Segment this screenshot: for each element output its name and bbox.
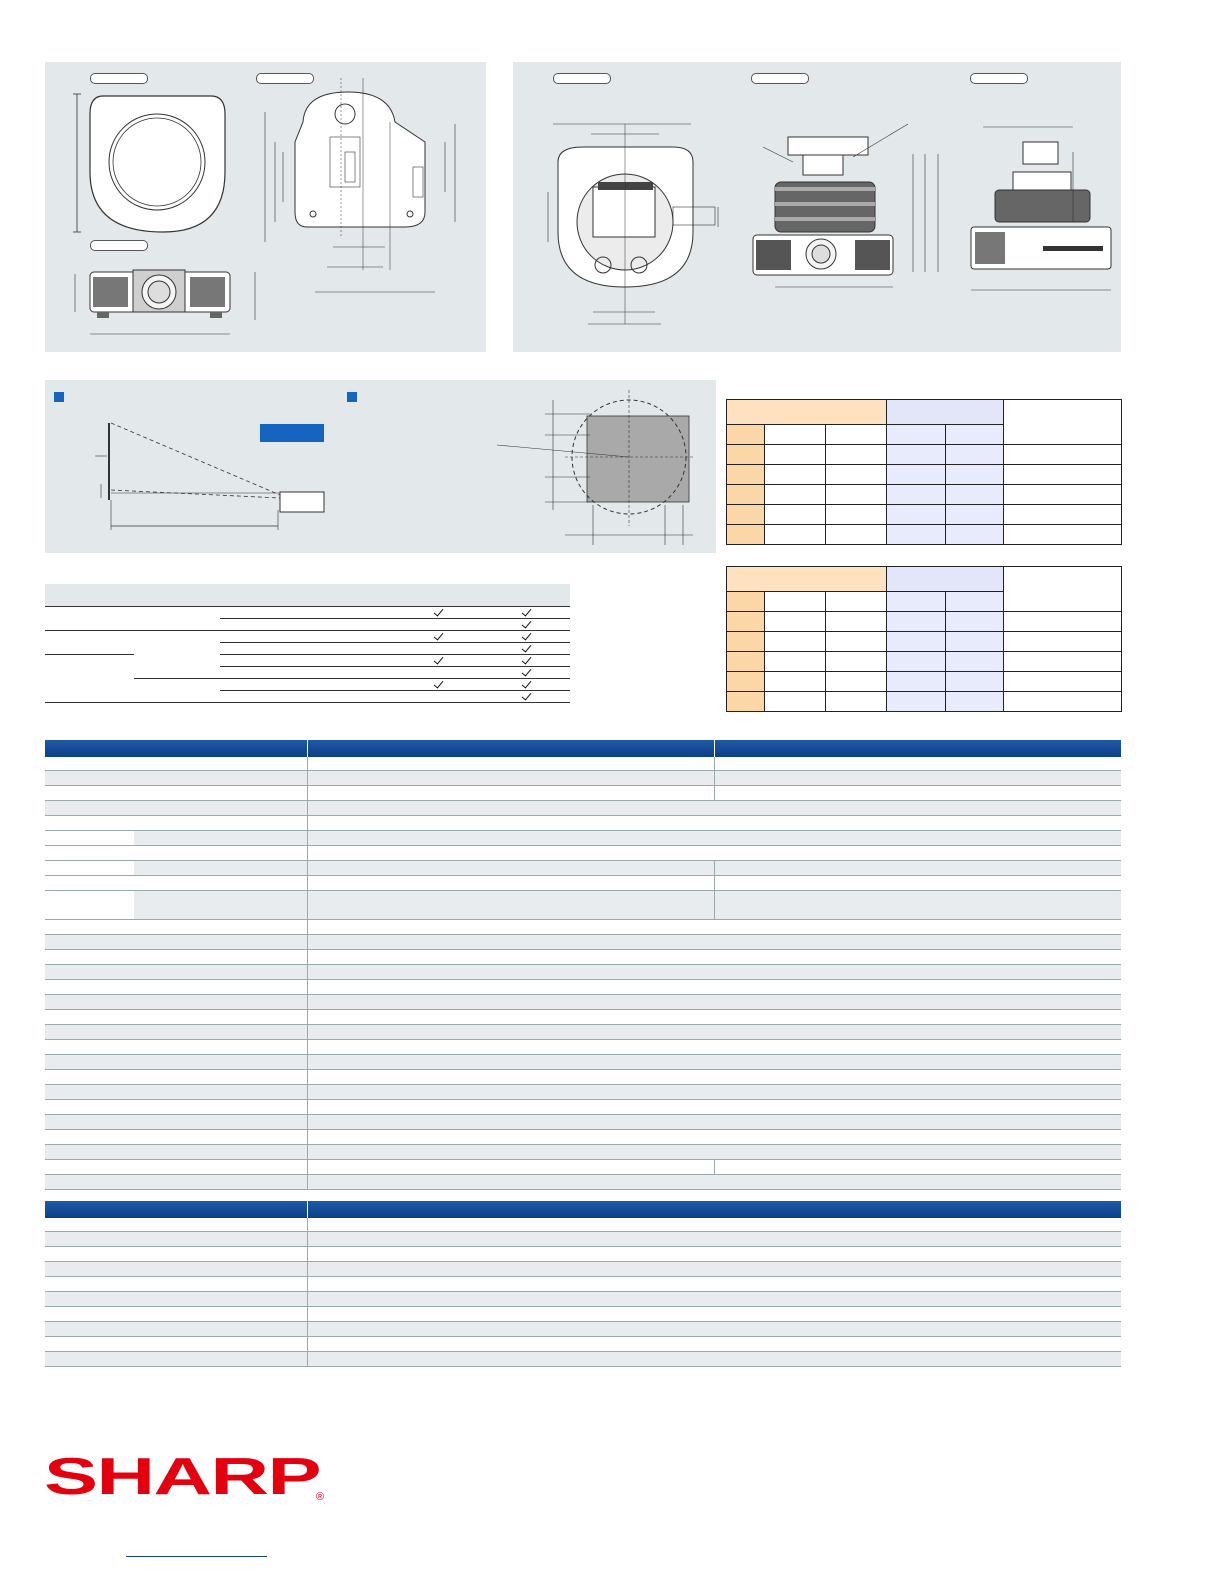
spec-row bbox=[45, 950, 1121, 965]
spec-row bbox=[45, 1292, 1121, 1307]
spec-row bbox=[45, 891, 1121, 920]
spec-row bbox=[45, 1085, 1121, 1100]
spec-row bbox=[45, 1055, 1121, 1070]
spec-row bbox=[45, 757, 1121, 771]
spec-table-header bbox=[45, 740, 1121, 757]
spec-row bbox=[45, 831, 1121, 846]
spec-row bbox=[45, 1262, 1121, 1277]
sharp-logo bbox=[44, 1452, 334, 1502]
spec-row bbox=[45, 1100, 1121, 1115]
check-icon bbox=[521, 618, 531, 628]
mount-side-view bbox=[753, 124, 938, 287]
ceiling-mount-dimension-drawings bbox=[513, 62, 1121, 352]
check-icon bbox=[434, 630, 444, 640]
check-icon bbox=[521, 630, 531, 640]
compatibility-table bbox=[45, 584, 570, 703]
dimensions-panel-right bbox=[513, 62, 1121, 352]
mount-front-view bbox=[971, 127, 1111, 290]
spec-row bbox=[45, 1115, 1121, 1130]
spec-row bbox=[45, 1322, 1121, 1337]
spec-row bbox=[45, 816, 1121, 831]
footer-link-underline bbox=[126, 1556, 267, 1557]
spec-row bbox=[45, 801, 1121, 816]
spec-row bbox=[45, 980, 1121, 995]
check-icon bbox=[521, 606, 531, 616]
optional-accessories-table bbox=[45, 1201, 1121, 1367]
spec-row bbox=[45, 1247, 1121, 1262]
check-icon bbox=[434, 678, 444, 688]
spec-row bbox=[45, 1218, 1121, 1232]
spec-row bbox=[45, 771, 1121, 786]
specifications-table bbox=[45, 740, 1121, 1190]
throw-distance-panel bbox=[45, 380, 716, 553]
check-icon bbox=[434, 654, 444, 664]
spec-row bbox=[45, 1040, 1121, 1055]
check-icon bbox=[434, 606, 444, 616]
spec-row bbox=[45, 1352, 1121, 1367]
accessories-table-header bbox=[45, 1201, 1121, 1218]
projector-dimension-drawings bbox=[45, 62, 486, 352]
spec-row bbox=[45, 1175, 1121, 1190]
spec-row bbox=[45, 876, 1121, 891]
spec-row bbox=[45, 1337, 1121, 1352]
spec-row bbox=[45, 846, 1121, 861]
spec-row bbox=[45, 1010, 1121, 1025]
svg-text:SHARP: SHARP bbox=[44, 1452, 320, 1502]
spec-row bbox=[45, 935, 1121, 950]
projector-top-view bbox=[73, 94, 225, 232]
mount-bottom-view bbox=[548, 124, 718, 324]
spec-row bbox=[45, 1160, 1121, 1175]
projector-bottom-view bbox=[265, 78, 455, 292]
spec-row bbox=[45, 1232, 1121, 1247]
dimensions-panel-left bbox=[45, 62, 486, 352]
screen-size-table-2 bbox=[726, 566, 1122, 712]
spec-row bbox=[45, 1130, 1121, 1145]
spec-row bbox=[45, 786, 1121, 801]
spec-row bbox=[45, 1277, 1121, 1292]
check-icon bbox=[521, 654, 531, 664]
spec-row bbox=[45, 965, 1121, 980]
check-icon bbox=[521, 642, 531, 652]
lens-shift-diagram bbox=[45, 380, 716, 553]
spec-row bbox=[45, 920, 1121, 935]
svg-text:®: ® bbox=[316, 1491, 325, 1502]
check-icon bbox=[521, 678, 531, 688]
check-icon bbox=[521, 666, 531, 676]
projector-front-view bbox=[75, 270, 255, 334]
spec-row bbox=[45, 1070, 1121, 1085]
screen-size-table-1 bbox=[726, 399, 1122, 545]
spec-row bbox=[45, 995, 1121, 1010]
spec-row bbox=[45, 1307, 1121, 1322]
spec-row bbox=[45, 861, 1121, 876]
spec-row bbox=[45, 1145, 1121, 1160]
check-icon bbox=[521, 690, 531, 700]
spec-row bbox=[45, 1025, 1121, 1040]
